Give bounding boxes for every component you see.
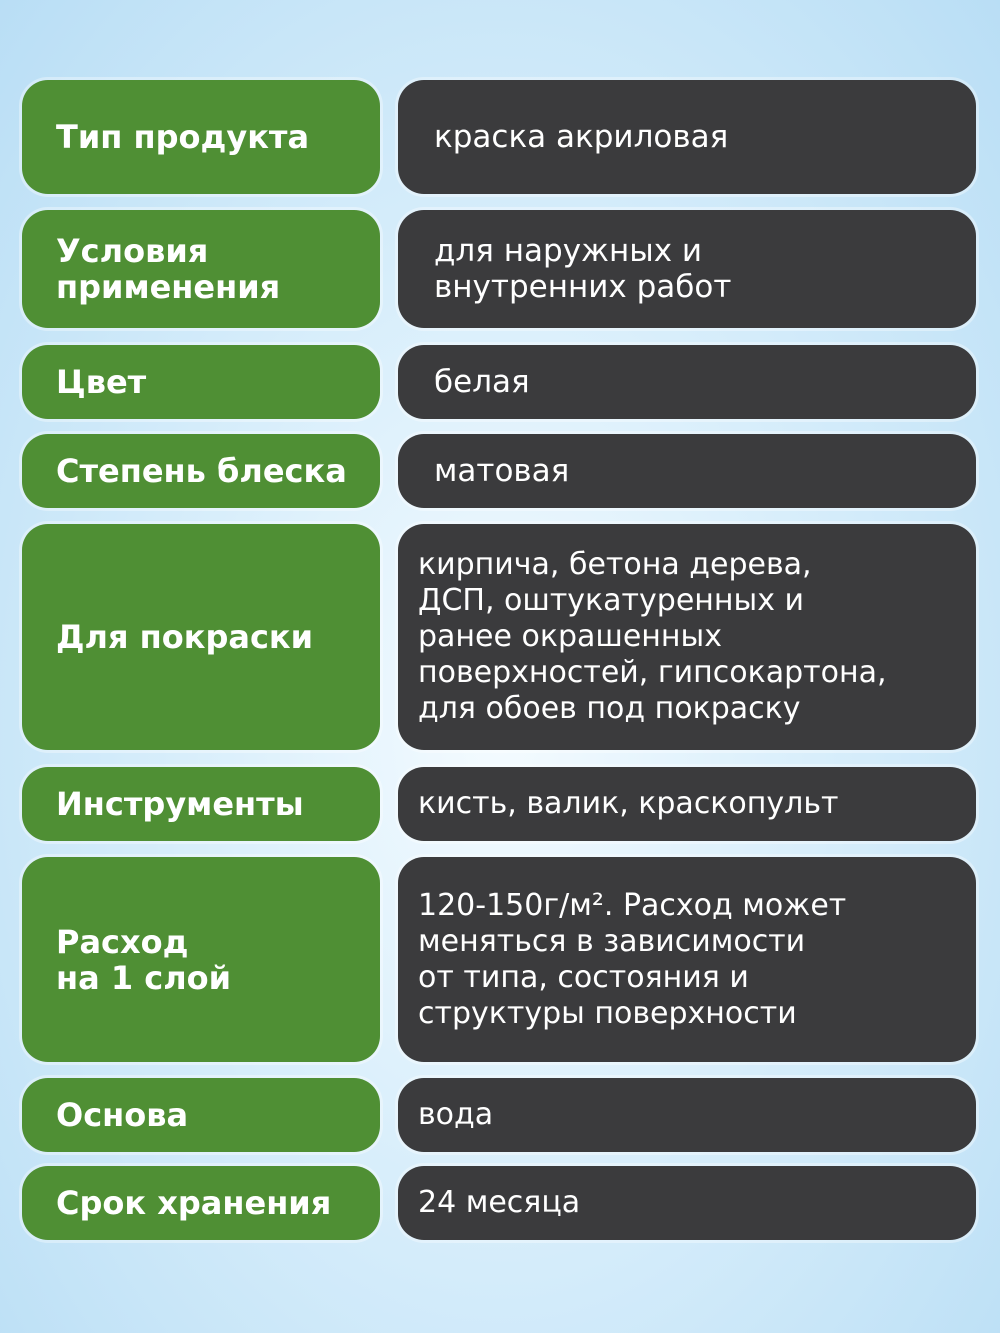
spec-label: Условия применения [22,210,380,328]
spec-value: 24 месяца [398,1166,976,1240]
spec-row-gloss [0,434,1000,508]
spec-value: кисть, валик, краскопульт [398,767,976,841]
spec-value: вода [398,1078,976,1152]
spec-value: 120-150г/м². Расход может меняться в зависимости от типа, состояния и структуры поверхности [398,857,976,1062]
spec-value: для наружных и внутренних работ [398,210,976,328]
spec-row-tools [0,767,1000,841]
spec-label: Цвет [22,345,380,419]
spec-label: Степень блеска [22,434,380,508]
spec-row-shelf-life [0,1166,1000,1240]
spec-value: краска акриловая [398,80,976,194]
spec-row-consumption [0,857,1000,1062]
spec-row-color [0,345,1000,419]
spec-label: Тип продукта [22,80,380,194]
spec-row-product-type [0,80,1000,194]
spec-value: матовая [398,434,976,508]
spec-row-base [0,1078,1000,1152]
spec-label: Срок хранения [22,1166,380,1240]
spec-row-surfaces [0,524,1000,750]
spec-label: Инструменты [22,767,380,841]
spec-value: кирпича, бетона дерева, ДСП, оштукатуренных и ранее окрашенных поверхностей, гипсокартона, для обоев под покраску [398,524,976,750]
spec-value: белая [398,345,976,419]
spec-label: Основа [22,1078,380,1152]
spec-label: Расход на 1 слой [22,857,380,1062]
spec-row-conditions [0,210,1000,328]
spec-label: Для покраски [22,524,380,750]
